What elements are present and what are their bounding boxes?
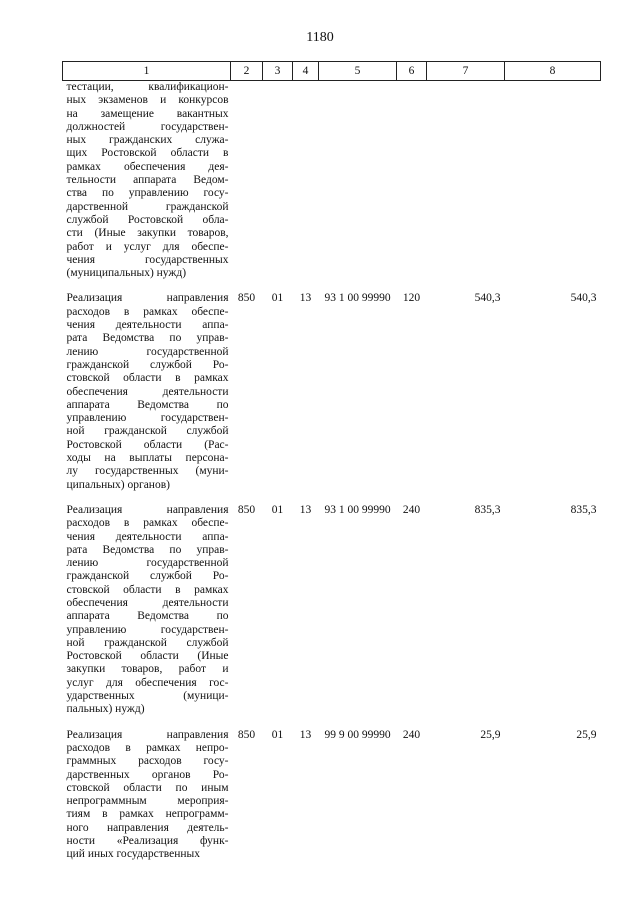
table-row [63,292,601,491]
row-spacer [63,717,601,729]
row-spacer [63,280,601,292]
description-line: дарственной гражданской [66,200,229,213]
description-line: гражданской службой Ро- [66,358,229,371]
table-row [63,504,601,717]
description-line: управлению государствен- [66,412,229,425]
description-line: щих Ростовской области в [66,147,229,160]
description-line: аппарата Ведомства по [66,398,229,411]
cell-amount-2: 835,3 [570,503,597,516]
description-line: пальных) нужд) [66,703,145,716]
cell-target-article: 93 1 00 99990 [324,503,391,516]
description-line: гражданской службой Ро- [66,570,229,583]
description-line: ципальных) органов) [66,478,170,491]
cell-section: 01 [271,292,284,305]
cell-target-article [319,81,397,281]
description-line: дарственных органов Ро- [66,768,229,781]
table-row [63,729,601,862]
header-col-1: 1 [63,62,231,81]
cell-amount-1: 25,9 [480,728,501,741]
cell-subsection [293,81,319,281]
cell-subsection: 13 [299,292,312,305]
description-line: чения государственных [66,253,229,266]
description-line: стовской области по иным [66,781,229,794]
cell-section [263,81,293,281]
description-line: тестации, квалификацион- [66,81,229,93]
description-line: ударственных (муници- [66,690,229,703]
cell-amount-2: 540,3 [570,292,597,305]
description-line: расходов в рамках непро- [66,741,229,754]
cell-ministry-code: 850 [237,728,256,741]
cell-amount-1 [427,81,505,281]
cell-amount-2 [505,81,601,281]
cell-subsection: 13 [299,728,312,741]
description-line: расходов в рамках обеспе- [66,305,229,318]
description-line: ности «Реализация функ- [66,835,229,848]
cell-target-article: 93 1 00 99990 [324,292,391,305]
description-line: аппарата Ведомства по [66,610,229,623]
row-spacer [63,492,601,504]
description-line: лу государственных (муни- [66,465,229,478]
header-col-8: 8 [505,62,601,81]
description-line: ной гражданской службой [66,636,229,649]
description-line: работ и услуг для обеспе- [66,240,229,253]
description-line: управлению государствен- [66,623,229,636]
cell-ministry-code: 850 [237,292,256,305]
description-line: Ростовской области (Иные [66,650,229,663]
description-line: непрограммным мероприя- [66,795,229,808]
description-line: тиям в рамках непрограмм- [66,808,229,821]
cell-amount-1: 540,3 [474,292,501,305]
description-line: на замещение вакантных [66,107,229,120]
description-line: Реализация направления [66,503,229,516]
cell-expense-type [397,81,427,281]
description-line: услуг для обеспечения гос- [66,676,229,689]
description-line: ного направления деятель- [66,821,229,834]
cell-target-article: 99 9 00 99990 [324,728,391,741]
table-header-row [63,62,601,81]
description-line: лению государственной [66,345,229,358]
header-col-5: 5 [319,62,397,81]
row-description [63,729,231,862]
table-body [63,81,601,862]
header-col-3: 3 [263,62,293,81]
description-line: (муниципальных) нужд) [66,267,187,280]
description-line: Реализация направления [66,292,229,305]
description-line: должностей государствен- [66,120,229,133]
description-line: Ростовской области (Рас- [66,438,229,451]
description-line: обеспечения деятельности [66,596,229,609]
description-line: стовской области в рамках [66,583,229,596]
description-line: ных гражданских служа- [66,134,229,147]
description-line: закупки товаров, работ и [66,663,229,676]
cell-expense-type: 240 [402,503,421,516]
description-line: обеспечения деятельности [66,385,229,398]
header-col-7: 7 [427,62,505,81]
table-row [63,81,601,281]
header-col-6: 6 [397,62,427,81]
cell-section: 01 [271,728,284,741]
description-line: ций иных государственных [66,848,201,861]
cell-expense-type: 240 [402,728,421,741]
row-description [63,81,231,281]
cell-ministry-code [231,81,263,281]
description-line: ных экзаменов и конкурсов [66,94,229,107]
description-line: рата Ведомства по управ- [66,332,229,345]
row-description [63,292,231,491]
cell-expense-type: 120 [402,292,421,305]
description-line: ства по управлению госу- [66,187,229,200]
description-line: сти (Иные закупки товаров, [66,227,229,240]
budget-table-container [62,61,600,862]
cell-ministry-code: 850 [237,503,256,516]
cell-amount-1: 835,3 [474,503,501,516]
description-line: граммных расходов госу- [66,755,229,768]
description-line: тельности аппарата Ведом- [66,174,229,187]
description-line: стовской области в рамках [66,372,229,385]
description-line: ной гражданской службой [66,425,229,438]
header-col-4: 4 [293,62,319,81]
cell-subsection: 13 [299,503,312,516]
description-line: рамках обеспечения дея- [66,160,229,173]
header-col-2: 2 [231,62,263,81]
description-line: рата Ведомства по управ- [66,543,229,556]
row-description [63,504,231,717]
description-line: чения деятельности аппа- [66,530,229,543]
description-line: чения деятельности аппа- [66,319,229,332]
description-line: службой Ростовской обла- [66,213,229,226]
description-line: ходы на выплаты персона- [66,452,229,465]
description-line: лению государственной [66,557,229,570]
description-line: расходов в рамках обеспе- [66,517,229,530]
description-line: Реализация направления [66,728,229,741]
cell-amount-2: 25,9 [576,728,597,741]
cell-section: 01 [271,503,284,516]
budget-table [62,61,601,862]
page-number: 1180 [306,30,334,45]
